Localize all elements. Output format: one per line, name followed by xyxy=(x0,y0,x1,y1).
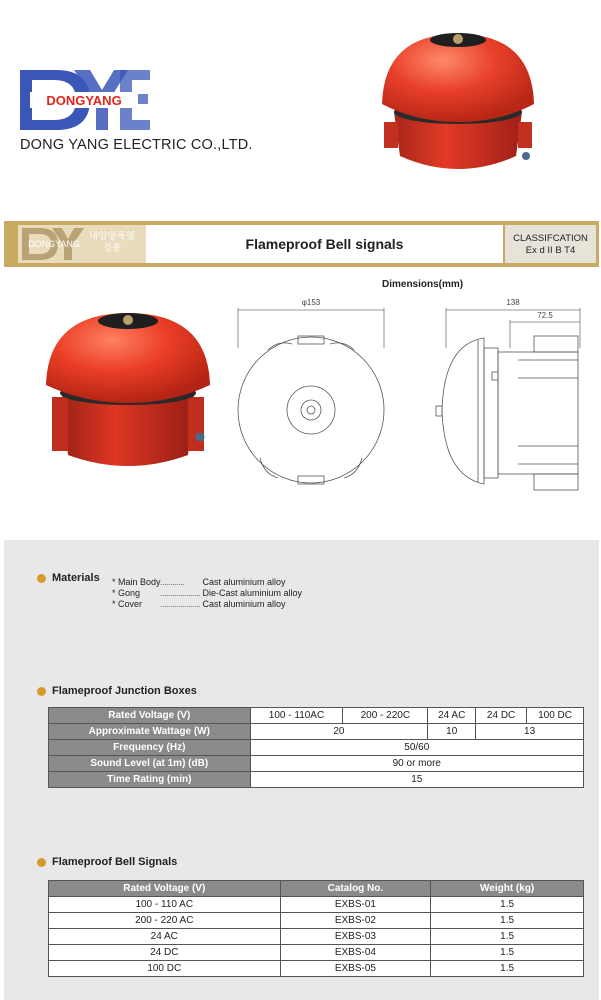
material-item: * Cover .................... Cast aluminium alloy xyxy=(112,599,286,609)
table-row: Sound Level (at 1m) (dB) 90 or more xyxy=(49,756,584,772)
logo-text: DONGYANG xyxy=(46,93,122,108)
company-name: DONG YANG ELECTRIC CO.,LTD. xyxy=(20,137,253,153)
junction-title: Flameproof Junction Boxes xyxy=(52,685,197,697)
dimensions-title: Dimensions(mm) xyxy=(382,279,464,290)
korean-line-1: 내압방폭형 xyxy=(89,231,135,242)
banner-title-box xyxy=(146,225,503,263)
classification-label: CLASSIFCATION xyxy=(513,233,588,244)
dimension-drawing xyxy=(228,288,598,508)
materials-title: Materials xyxy=(52,572,100,584)
bell-signals-title: Flameproof Bell Signals xyxy=(52,856,178,868)
table-header-row: Rated Voltage (V) Catalog No. Weight (kg) xyxy=(49,881,584,897)
material-item: * Gong .................... Die-Cast aluminium alloy xyxy=(112,588,303,598)
table-row: Frequency (Hz) 50/60 xyxy=(49,740,584,756)
classification-box xyxy=(505,225,596,263)
bell-signals-table xyxy=(48,880,584,977)
table-row: Approximate Wattage (W) 20 10 13 xyxy=(49,724,584,740)
bell-product-photo xyxy=(380,26,536,186)
bullet-icon xyxy=(37,574,46,583)
depth-label: 138 xyxy=(506,298,520,307)
table-row: Time Rating (min) 15 xyxy=(49,772,584,788)
company-logo xyxy=(16,66,152,134)
bell-main-photo xyxy=(42,305,214,475)
table-row: 200 - 220 AC EXBS-02 1.5 xyxy=(49,913,584,929)
classification-value: Ex d II B T4 xyxy=(525,245,576,256)
material-item: * Main Body............ Cast aluminium alloy xyxy=(112,577,286,587)
table-row: 24 AC EXBS-03 1.5 xyxy=(49,929,584,945)
product-banner xyxy=(4,221,599,267)
inner-depth-label: 72.5 xyxy=(537,311,553,320)
table-row: 100 - 110 AC EXBS-01 1.5 xyxy=(49,897,584,913)
banner-logo-mark xyxy=(18,225,88,263)
bullet-icon xyxy=(37,687,46,696)
bullet-icon xyxy=(37,858,46,867)
page-title: Flameproof Bell signals xyxy=(245,236,404,252)
junction-spec-table xyxy=(48,707,584,788)
diameter-label: φ153 xyxy=(301,298,321,307)
banner-korean-label xyxy=(82,231,142,255)
banner-logo-text: DONGYANG xyxy=(28,239,80,249)
table-row: 100 DC EXBS-05 1.5 xyxy=(49,961,584,977)
table-row: Rated Voltage (V) 100 - 110AC 200 - 220C 24 AC 24 DC 100 DC xyxy=(49,708,584,724)
table-row: 24 DC EXBS-04 1.5 xyxy=(49,945,584,961)
korean-line-2: 경종 xyxy=(102,243,122,254)
materials-list xyxy=(112,577,302,610)
